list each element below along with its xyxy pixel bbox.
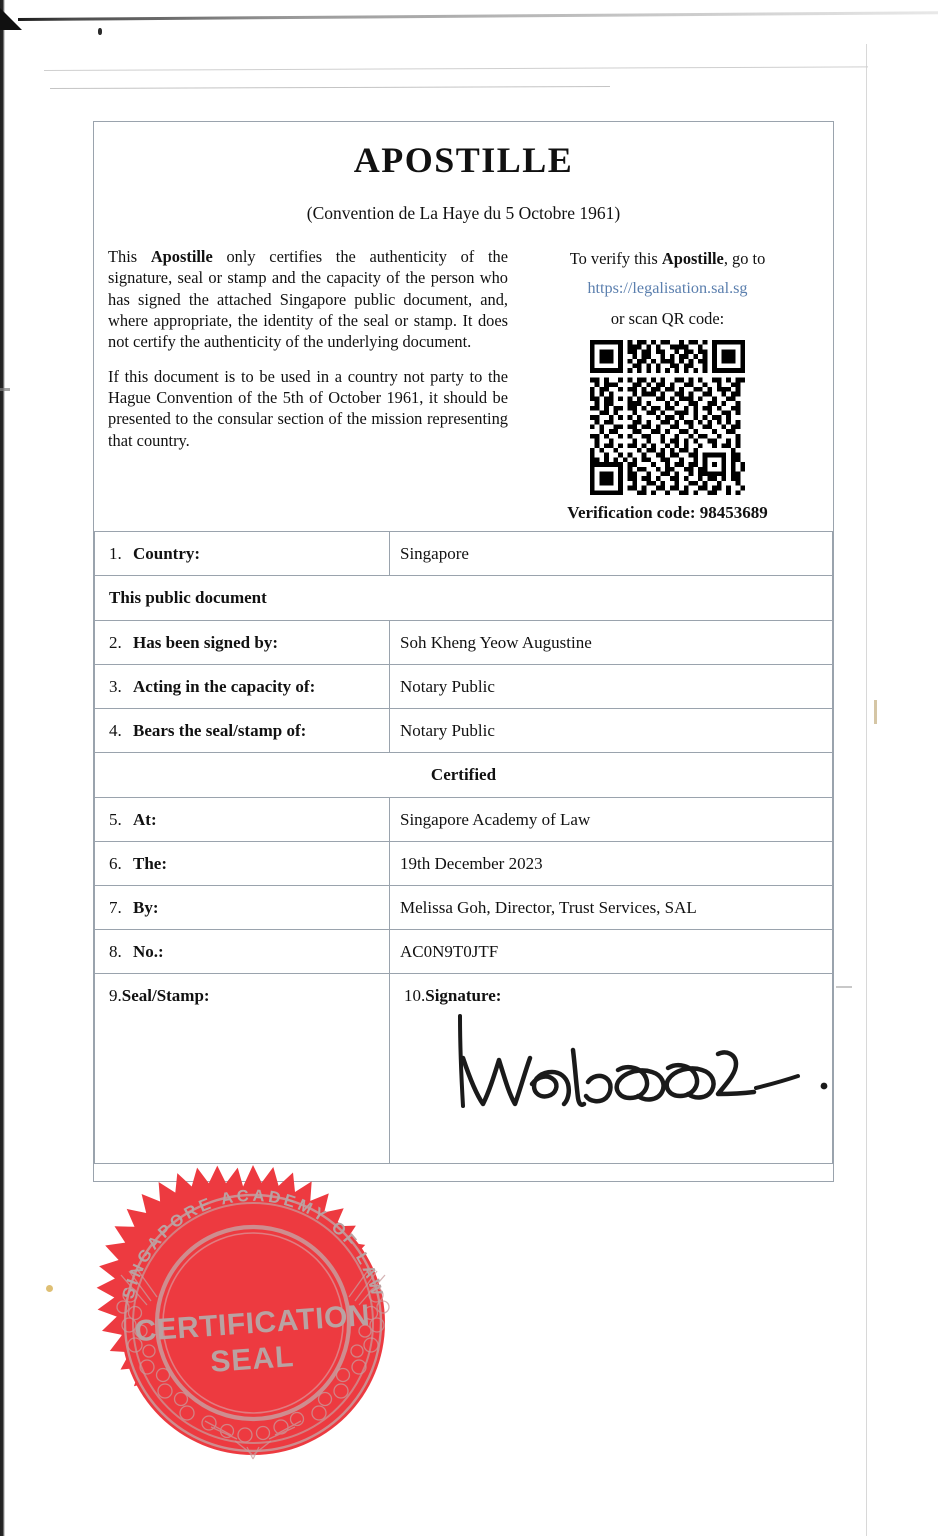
table-row xyxy=(95,532,833,576)
handwritten-signature xyxy=(442,1014,832,1134)
field-number: 9. xyxy=(109,986,122,1005)
field-number: 2. xyxy=(109,632,122,652)
table-row-seal-and-signature xyxy=(95,974,833,1164)
field-label-no xyxy=(95,930,390,974)
section-label-this-public-document: This public document xyxy=(95,576,833,621)
intro-left-column xyxy=(108,246,516,464)
apostille-emphasis: Apostille xyxy=(661,249,724,268)
field-value-by: Melissa Goh, Director, Trust Services, SAL xyxy=(390,886,833,930)
table-row xyxy=(95,842,833,886)
field-label-the-date xyxy=(95,842,390,886)
field-signature-cell xyxy=(390,974,833,1164)
verification-column xyxy=(516,246,819,523)
field-value-signed-by: Soh Kheng Yeow Augustine xyxy=(390,621,833,665)
field-label-text: Signature: xyxy=(425,986,502,1005)
field-label-signed-by xyxy=(95,621,390,665)
seal-rim-text: SINGAPORE ACADEMY OF LAW xyxy=(119,1186,387,1301)
page-title: APOSTILLE xyxy=(353,140,574,180)
field-number: 5. xyxy=(109,809,122,829)
apostille-table-body xyxy=(95,532,833,1164)
scan-mark-artifact xyxy=(836,986,852,988)
scan-mark-artifact xyxy=(0,388,10,391)
scan-speck-artifact xyxy=(46,1285,53,1292)
section-label-certified: Certified xyxy=(95,753,833,798)
field-number: 7. xyxy=(109,897,122,917)
field-number: 8. xyxy=(109,941,122,961)
table-row xyxy=(95,621,833,665)
seal-center-line-2: SEAL xyxy=(209,1340,296,1379)
field-label-text: Bears the seal/stamp of: xyxy=(133,720,307,740)
non-hague-country-paragraph: If this document is to be used in a country not party to the Hague Convention of the 5th of October 1961, it should be presented to the consular section of the mission representing that country. xyxy=(108,366,508,450)
field-value-the-date: 19th December 2023 xyxy=(390,842,833,886)
page-subtitle: (Convention de La Haye du 5 Octobre 1961) xyxy=(306,203,621,223)
field-label-text: By: xyxy=(133,897,159,917)
apostille-certificate xyxy=(93,121,834,1182)
verification-url-link[interactable]: https://legalisation.sal.sg xyxy=(587,279,748,298)
intro-section xyxy=(108,246,819,523)
scan-edge-left-artifact xyxy=(0,0,5,1536)
apostille-fields-table xyxy=(94,531,833,1164)
field-label-country xyxy=(95,532,390,576)
field-value-at: Singapore Academy of Law xyxy=(390,798,833,842)
table-row xyxy=(95,930,833,974)
field-label-at xyxy=(95,798,390,842)
field-value-seal-stamp-of: Notary Public xyxy=(390,709,833,753)
scan-mark-artifact xyxy=(874,700,877,724)
seal-center-line-1: CERTIFICATION xyxy=(133,1298,372,1349)
field-label-capacity xyxy=(95,665,390,709)
qr-code[interactable] xyxy=(590,340,745,495)
field-label-seal-stamp xyxy=(95,974,390,1164)
field-label-text: Acting in the capacity of: xyxy=(133,676,316,696)
certification-seal-stamp xyxy=(85,1155,421,1491)
qr-code-icon xyxy=(590,340,745,495)
signature-dot xyxy=(821,1083,828,1090)
certification-seal-icon xyxy=(85,1155,421,1491)
paper-edge-top xyxy=(44,66,868,71)
field-value-capacity: Notary Public xyxy=(390,665,833,709)
field-label-text: The: xyxy=(133,853,167,873)
field-number: 3. xyxy=(109,676,122,696)
verification-code: Verification code: 98453689 xyxy=(567,503,768,523)
table-row xyxy=(95,798,833,842)
table-row xyxy=(95,665,833,709)
table-section-header-row xyxy=(95,753,833,798)
field-number: 6. xyxy=(109,853,122,873)
field-value-no: AC0N9T0JTF xyxy=(390,930,833,974)
field-label-by xyxy=(95,886,390,930)
scan-qr-instruction: or scan QR code: xyxy=(610,309,725,329)
field-value-country: Singapore xyxy=(390,532,833,576)
signature-area xyxy=(404,1006,832,1156)
paragraph-1-prefix: This xyxy=(108,247,151,266)
table-section-header-row xyxy=(95,576,833,621)
field-number: 10. xyxy=(404,986,426,1005)
field-label-text: No.: xyxy=(133,941,164,961)
apostille-emphasis: Apostille xyxy=(150,247,213,266)
scan-faint-line-artifact xyxy=(50,86,610,89)
paragraph-1-rest: only certifies the authenticity of the signature, seal or stamp and the capacity of the person who has signed the attached Singapore public document, and, where appropriate, the identity of the seal or stamp. It does not certify the authenticity of the underlying document. xyxy=(108,247,508,352)
verify-prefix: To verify this xyxy=(569,249,662,268)
field-label-text: Has been signed by: xyxy=(133,632,278,652)
verify-rest: , go to xyxy=(723,249,766,268)
field-label-text: Seal/Stamp: xyxy=(121,986,210,1005)
scan-edge-top-artifact xyxy=(18,11,938,21)
field-label-seal-stamp-of xyxy=(95,709,390,753)
scan-speck-artifact xyxy=(98,28,102,35)
field-label-text: Country: xyxy=(133,543,201,563)
field-number: 4. xyxy=(109,720,122,740)
paper-edge-right xyxy=(866,44,867,1536)
verify-instruction xyxy=(516,248,819,269)
table-row xyxy=(95,709,833,753)
certification-statement-paragraph xyxy=(108,246,508,353)
field-number: 1. xyxy=(109,543,122,563)
table-row xyxy=(95,886,833,930)
field-label-text: At: xyxy=(133,809,157,829)
